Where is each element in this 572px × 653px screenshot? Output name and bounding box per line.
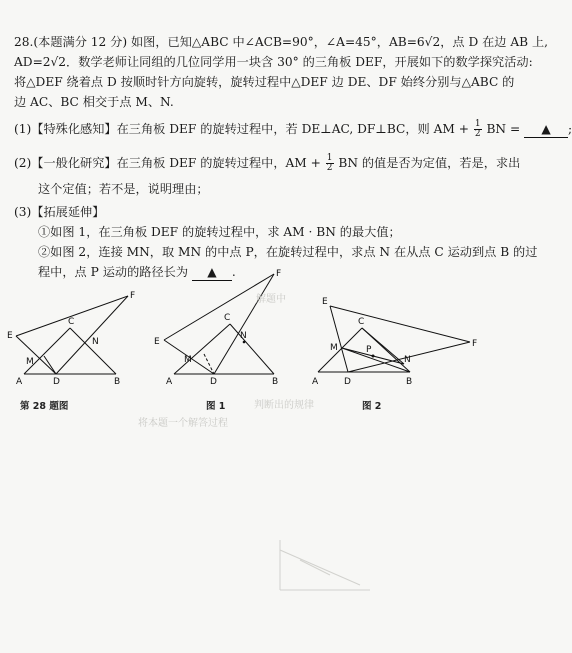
question-3-part-1: ①如图 1，在三角板 DEF 的旋转过程中，求 AM · BN 的最大值； (38, 225, 401, 239)
question-1-text: (1)【特殊化感知】在三角板 DEF 的旋转过程中，若 DE⊥AC, DF⊥BC，则 AM + (14, 122, 469, 136)
figure-1-caption: 图 1 (206, 401, 226, 412)
fraction-half (474, 120, 482, 139)
figure-main-caption: 第 28 题图 (20, 401, 69, 412)
fig1-point-n (243, 341, 246, 344)
fig1-label-c: C (224, 313, 231, 323)
label-a: A (16, 377, 23, 387)
bleed-text-1: 解题中 (256, 294, 286, 305)
problem-line-1: 28.(本题满分 12 分) 如图，已知△ABC 中∠ACB=90°，∠A=45°，AB=6√2，点 D 在边 AB 上, (14, 35, 549, 49)
fraction-half-2 (326, 154, 334, 173)
fig1-label-d: D (210, 377, 217, 387)
problem-line-3: 将△DEF 绕着点 D 按顺时针方向旋转，旋转过程中△DEF 边 DE、DF 始终分别与△ABC 的 (14, 75, 515, 89)
question-2 (14, 154, 524, 173)
problem-line-4: 边 AC、BC 相交于点 M、N. (14, 95, 174, 109)
label-c: C (68, 317, 75, 327)
segment-ac (24, 328, 70, 374)
fraction-denominator-2: 2 (326, 163, 333, 173)
fig1-segment-df (214, 274, 274, 374)
answer-blank-1 (524, 121, 568, 138)
fig2-segment-ef (330, 306, 470, 342)
fraction-numerator-2: 1 (326, 153, 333, 163)
label-b: B (114, 377, 121, 387)
fig1-segment-ac (174, 324, 230, 374)
question-1-text-end: BN = (486, 122, 521, 136)
bleed-text-3: 将本题一个解答过程 (138, 418, 228, 429)
fig2-label-d: D (344, 377, 351, 387)
question-2-text-end: BN 的值是否为定值，若是，求出 (338, 156, 521, 170)
label-d: D (53, 377, 60, 387)
label-f: F (130, 291, 136, 301)
fraction-denominator: 2 (474, 129, 481, 139)
blank-marker-1: ▲ (541, 122, 551, 136)
bleed-figure (270, 530, 380, 600)
fig1-segment-ef (164, 274, 274, 340)
question-1: (1)【特殊化感知】在三角板 DEF 的旋转过程中，若 DE⊥AC, DF⊥BC，则 AM + $\frac{1}{2}$ BN = ▲ ; (14, 119, 572, 139)
question-3-part-2-text: 程中，点 P 运动的路径长为 (38, 265, 189, 279)
question-3-part-2: ②如图 2，连接 MN，取 MN 的中点 P，在旋转过程中，求点 N 在从点 C 运动到点 B 的过 (38, 245, 538, 259)
segment-df (56, 296, 128, 374)
fig1-segment-bc (230, 324, 274, 374)
fig1-label-e: E (154, 337, 160, 347)
fig2-segment-de (330, 306, 348, 372)
question-2-text: (2)【一般化研究】在三角板 DEF 的旋转过程中，AM + (14, 156, 321, 170)
label-m: M (26, 357, 34, 367)
fig2-point-p (372, 355, 375, 358)
fig2-label-e: E (322, 297, 328, 307)
segment-perp (44, 356, 56, 374)
fig2-label-a: A (312, 377, 319, 387)
segment-de (16, 336, 56, 374)
problem-line-2: AD=2√2．数学老师让同组的几位同学用一块含 30° 的三角板 DEF，开展如下的数学探究活动: (14, 55, 533, 69)
fig1-label-f: F (276, 269, 282, 279)
figure-2-caption: 图 2 (362, 401, 382, 412)
blank-marker-2: ▲ (207, 265, 217, 279)
fig1-label-n: N (240, 331, 247, 341)
question-3-part-2-cont: 程中，点 P 运动的路径长为 ▲ . (38, 265, 236, 279)
fig2-label-b: B (406, 377, 413, 387)
fraction-numerator: 1 (474, 119, 481, 129)
label-e: E (7, 331, 13, 341)
fig2-label-m: M (330, 343, 338, 353)
fig1-label-b: B (272, 377, 279, 387)
bleed-text-2: 判断出的规律 (254, 400, 314, 411)
figure-2 (304, 292, 490, 390)
question-3-title: (3)【拓展延伸】 (14, 205, 105, 219)
label-n: N (92, 337, 99, 347)
question-2-line-2: 这个定值；若不是，说明理由； (38, 182, 209, 196)
fig2-label-f: F (472, 339, 478, 349)
fig2-segment-ac (318, 328, 362, 372)
fig1-label-a: A (166, 377, 173, 387)
fig1-label-m: M (184, 355, 192, 365)
figure-1 (150, 268, 290, 390)
fig2-label-p: P (366, 345, 372, 355)
figure-main (6, 286, 146, 390)
fig2-label-c: C (358, 317, 365, 327)
fig2-label-n: N (404, 355, 411, 365)
